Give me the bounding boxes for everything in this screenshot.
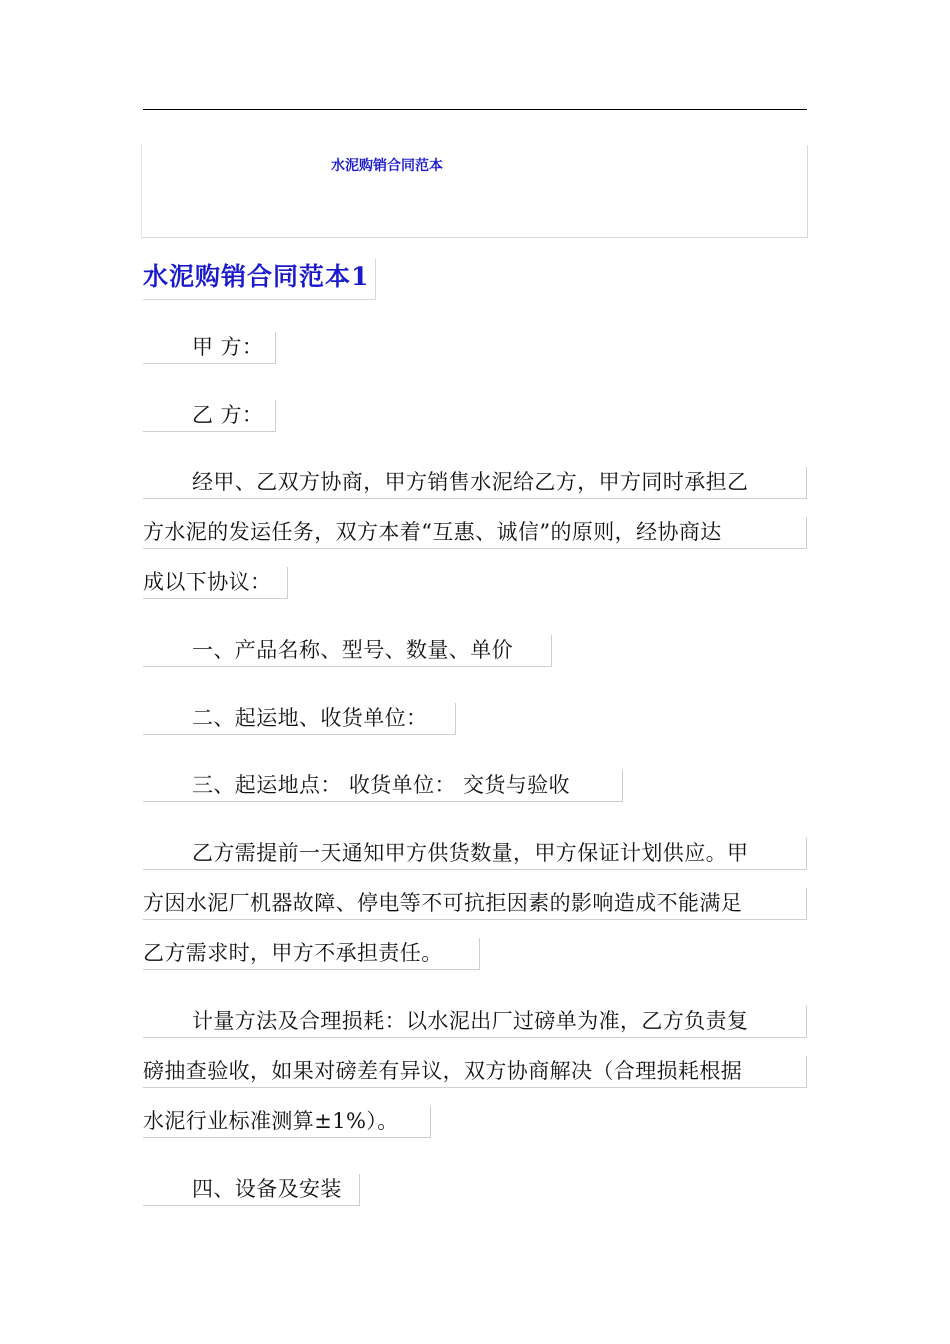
party-b-line: 乙 方： — [143, 400, 276, 432]
paragraph-line: 经甲、乙双方协商，甲方销售水泥给乙方，甲方同时承担乙 — [143, 467, 807, 499]
paragraph-line: 磅抽查验收，如果对磅差有异议，双方协商解决（合理损耗根据 — [143, 1056, 807, 1088]
paragraph-line: 方因水泥厂机器故障、停电等不可抗拒因素的影响造成不能满足 — [143, 888, 807, 920]
party-a-line: 甲 方： — [143, 332, 276, 364]
paragraph-line: 方水泥的发运任务，双方本着“互惠、诚信”的原则，经协商达 — [143, 517, 807, 549]
section-heading-1: 一、产品名称、型号、数量、单价 — [143, 635, 552, 667]
document-title: 水泥购销合同范本1 — [143, 259, 376, 300]
section-heading-2: 二、起运地、收货单位： — [143, 703, 456, 735]
section-heading-3: 三、起运地点： 收货单位： 交货与验收 — [143, 770, 623, 802]
header-box — [141, 145, 808, 238]
paragraph-line: 水泥行业标准测算±1%）。 — [143, 1106, 431, 1138]
section-heading-4: 四、设备及安装 — [143, 1174, 360, 1206]
paragraph-line: 乙方需求时，甲方不承担责任。 — [143, 938, 480, 970]
paragraph-line: 乙方需提前一天通知甲方供货数量，甲方保证计划供应。甲 — [143, 838, 807, 870]
paragraph-line: 计量方法及合理损耗：以水泥出厂过磅单为准，乙方负责复 — [143, 1006, 807, 1038]
top-rule — [143, 109, 807, 110]
paragraph-line: 成以下协议： — [143, 567, 288, 599]
header-title: 水泥购销合同范本 — [331, 158, 443, 174]
